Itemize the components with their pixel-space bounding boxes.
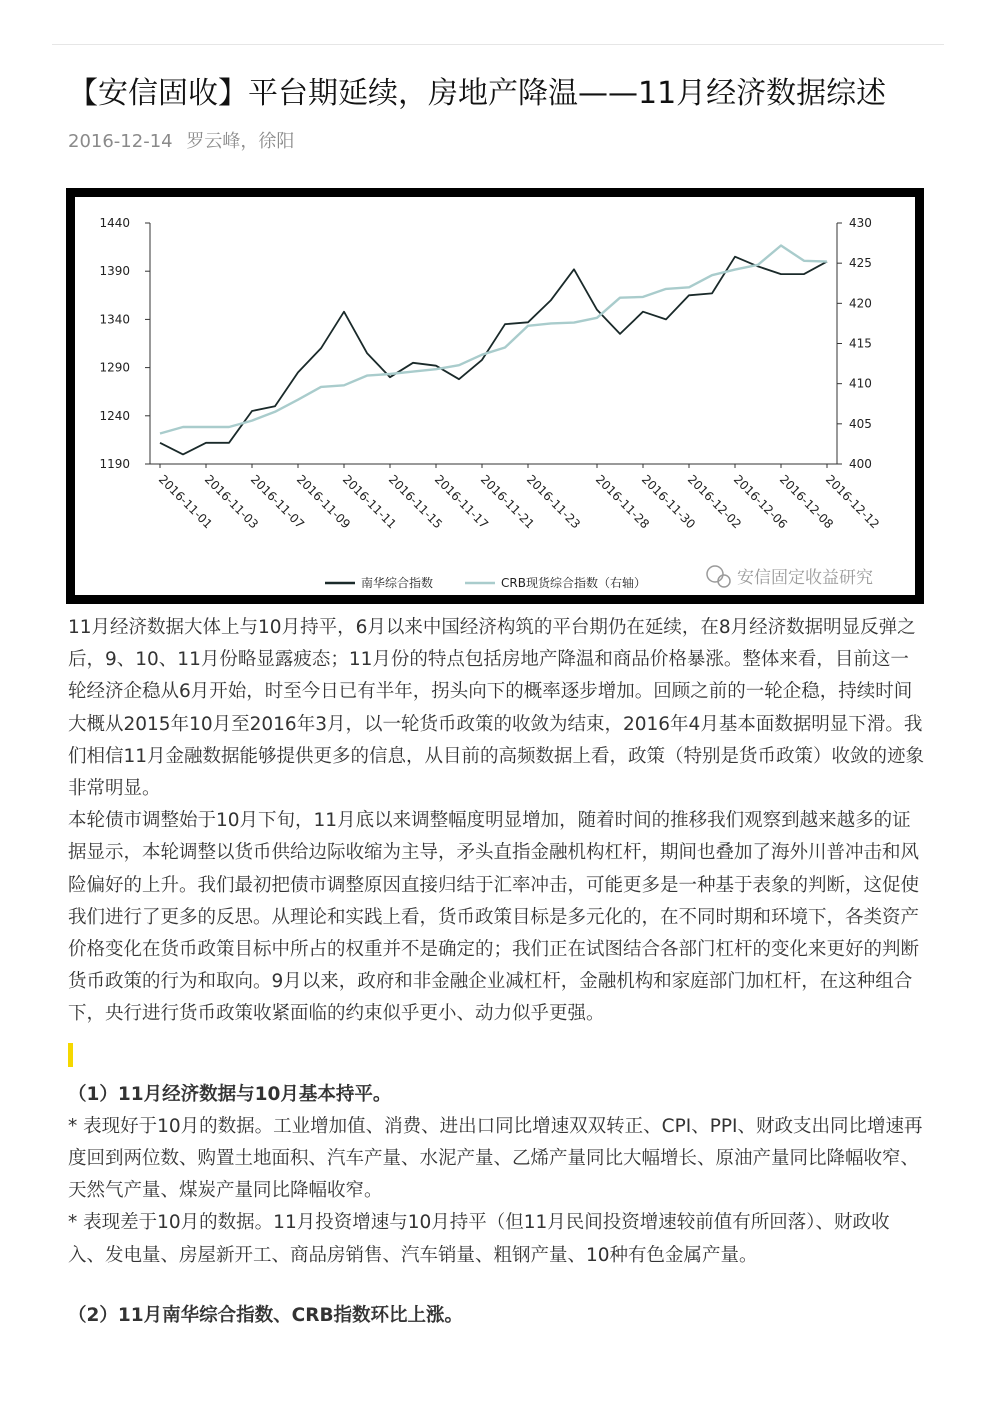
x-tick-label: 2016-11-11 xyxy=(339,472,400,532)
right-y-tick-label: 415 xyxy=(849,336,872,351)
right-y-tick-label: 420 xyxy=(849,296,872,311)
x-tick-label: 2016-12-06 xyxy=(730,472,791,532)
left-y-tick-label: 1390 xyxy=(99,264,130,279)
series-line-nanhua xyxy=(160,257,827,455)
section-1-heading xyxy=(68,1079,926,1111)
x-tick-label: 2016-11-01 xyxy=(155,472,216,532)
chart-lines xyxy=(160,246,827,455)
legend-label-nanhua: 南华综合指数 xyxy=(361,576,434,590)
x-tick-label: 2016-11-21 xyxy=(477,472,538,532)
left-y-tick-label: 1240 xyxy=(99,408,130,423)
section-1-number: （1） xyxy=(68,1083,118,1105)
x-tick-label: 2016-11-09 xyxy=(293,472,354,532)
right-y-tick-label: 410 xyxy=(849,376,872,391)
article-authors: 罗云峰，徐阳 xyxy=(186,131,295,152)
x-tick-label: 2016-11-03 xyxy=(201,472,262,532)
chart-legend xyxy=(325,575,646,590)
legend-label-crb: CRB现货综合指数（右轴） xyxy=(501,576,646,590)
watermark-text: 安信固定收益研究 xyxy=(737,568,873,588)
x-tick-label: 2016-11-23 xyxy=(523,472,584,532)
right-y-tick-label: 400 xyxy=(849,457,872,471)
chart-image-frame xyxy=(66,188,924,604)
series-line-crb xyxy=(160,246,827,434)
x-tick-label: 2016-11-30 xyxy=(638,472,699,532)
x-tick-label: 2016-11-17 xyxy=(431,472,492,532)
right-y-tick-label: 405 xyxy=(849,416,872,431)
x-tick-label: 2016-11-07 xyxy=(247,472,308,532)
article-date: 2016-12-14 xyxy=(68,131,173,152)
section-1-better-list: * 表现好于10月的数据。工业增加值、消费、进出口同比增速双双转正、CPI、PPI、财政支出同比增速再度回到两位数、购置土地面积、汽车产量、水泥产量、乙烯产量同比大幅增长、原油产量同比降幅收窄、天然气产量、煤炭产量同比降幅收窄。 xyxy=(68,1115,923,1202)
article-meta xyxy=(68,128,302,156)
line-chart xyxy=(75,197,915,595)
x-tick-label: 2016-12-12 xyxy=(822,472,883,532)
section-2-title: 11月南华综合指数、CRB指数环比上涨。 xyxy=(117,1304,464,1326)
article-title: 【安信固收】平台期延续，房地产降温——11月经济数据综述 xyxy=(68,76,887,111)
section-marker-bar xyxy=(68,1043,73,1067)
right-y-tick-label: 425 xyxy=(849,256,872,271)
chart-ticks xyxy=(99,216,882,531)
right-y-tick-label: 430 xyxy=(849,216,872,230)
left-y-tick-label: 1290 xyxy=(99,360,130,375)
body-paragraph-1: 11月经济数据大体上与10月持平，6月以来中国经济构筑的平台期仍在延续，在8月经济数据明显反弹之后，9、10、11月份略显露疲态；11月份的特点包括房地产降温和商品价格暴涨。整体来看，目前这一轮经济企稳从6月开始，时至今日已有半年，拐头向下的概率逐步增加。回顾之前的一轮企稳，持续时间大概从2015年10月至2016年3月，以一轮货币政策的收敛为结束，2016年4月基本面数据明显下滑。我们相信11月金融数据能够提供更多的信息，从目前的高频数据上看，政策（特别是货币政策）收敛的迹象非常明显。 xyxy=(68,617,925,800)
section-1-title: 11月经济数据与10月基本持平。 xyxy=(117,1083,392,1105)
section-2-number: （2） xyxy=(68,1304,118,1326)
chart-watermark xyxy=(707,566,873,588)
spacer xyxy=(68,1272,926,1296)
top-divider xyxy=(52,44,944,45)
x-tick-label: 2016-12-02 xyxy=(684,472,745,532)
section-1-worse-list: * 表现差于10月的数据。11月投资增速与10月持平（但11月民间投资增速较前值有所回落）、财政收入、发电量、房屋新开工、商品房销售、汽车销量、粗钢产量、10种有色金属产量。 xyxy=(68,1212,890,1266)
left-y-tick-label: 1440 xyxy=(99,216,130,230)
x-tick-label: 2016-12-08 xyxy=(776,472,837,532)
article-body xyxy=(68,612,926,1332)
x-tick-label: 2016-11-15 xyxy=(385,472,446,532)
left-y-tick-label: 1190 xyxy=(99,457,130,471)
x-tick-label: 2016-11-28 xyxy=(592,472,653,532)
section-2-heading xyxy=(68,1300,926,1332)
body-paragraph-2: 本轮债市调整始于10月下旬，11月底以来调整幅度明显增加，随着时间的推移我们观察到越来越多的证据显示，本轮调整以货币供给边际收缩为主导，矛头直指金融机构杠杆，期间也叠加了海外川普冲击和风险偏好的上升。我们最初把债市调整原因直接归结于汇率冲击，可能更多是一种基于表象的判断，这促使我们进行了更多的反思。从理论和实践上看，货币政策目标是多元化的，在不同时期和环境下，各类资产价格变化在货币政策目标中所占的权重并不是确定的；我们正在试图结合各部门杠杆的变化来更好的判断货币政策的行为和取向。9月以来，政府和非金融企业减杠杆，金融机构和家庭部门加杠杆，在这种组合下，央行进行货币政策收紧面临的约束似乎更小、动力似乎更强。 xyxy=(68,810,920,1025)
left-y-tick-label: 1340 xyxy=(99,312,130,327)
watermark-chat-icon xyxy=(707,566,723,582)
